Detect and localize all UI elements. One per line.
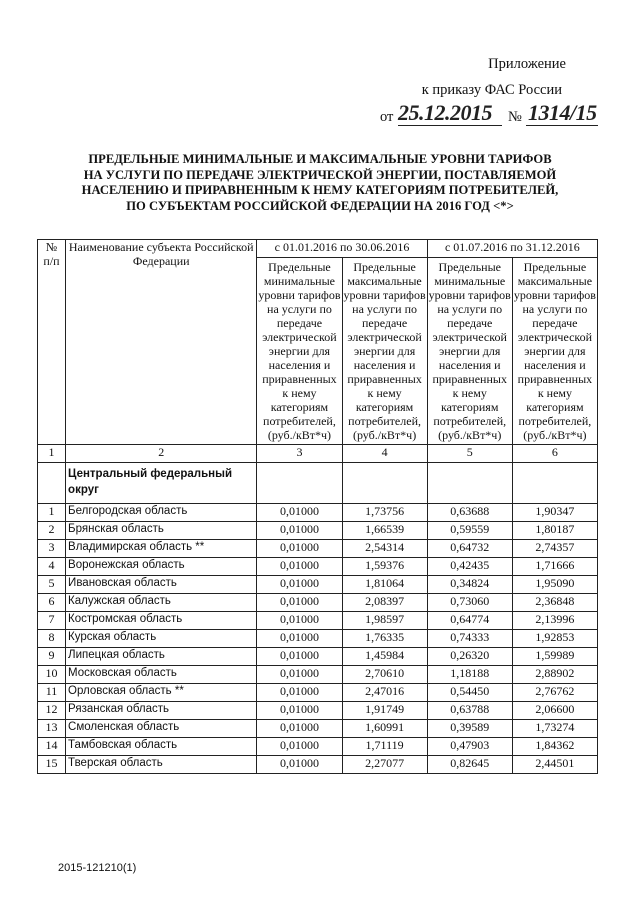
document-id: 2015-121210(1) [58, 862, 137, 874]
region-name: Смоленская область [66, 720, 257, 738]
table-row [38, 594, 598, 612]
document-title [40, 152, 600, 214]
header-max-2: Предельные максимальные уровни тарифов на услуги по передаче электрической энергии для населения и приравненных к нему категориям потребителей, (руб./кВт*ч) [512, 258, 597, 445]
order-date-line [380, 100, 600, 130]
max-tariff-h1: 1,98597 [342, 612, 427, 630]
region-name: Воронежская область [66, 558, 257, 576]
district-row [38, 463, 598, 504]
row-number: 14 [38, 738, 66, 756]
max-tariff-h1: 1,71119 [342, 738, 427, 756]
column-index: 5 [427, 445, 512, 463]
table-row [38, 576, 598, 594]
min-tariff-h1: 0,01000 [257, 522, 342, 540]
max-tariff-h1: 2,08397 [342, 594, 427, 612]
tariff-table [37, 239, 598, 774]
max-tariff-h2: 1,59989 [512, 648, 597, 666]
table-row [38, 630, 598, 648]
column-index: 4 [342, 445, 427, 463]
min-tariff-h2: 0,64774 [427, 612, 512, 630]
column-index: 6 [512, 445, 597, 463]
min-tariff-h1: 0,01000 [257, 594, 342, 612]
table-row [38, 702, 598, 720]
max-tariff-h1: 1,60991 [342, 720, 427, 738]
max-tariff-h2: 2,76762 [512, 684, 597, 702]
region-name: Калужская область [66, 594, 257, 612]
header-min-2: Предельные минимальные уровни тарифов на услуги по передаче электрической энергии для населения и приравненных к нему категориям потребителей, (руб./кВт*ч) [427, 258, 512, 445]
min-tariff-h2: 0,54450 [427, 684, 512, 702]
title-line: НАСЕЛЕНИЮ И ПРИРАВНЕННЫМ К НЕМУ КАТЕГОРИЯМ ПОТРЕБИТЕЛЕЙ, [81, 183, 559, 197]
min-tariff-h1: 0,01000 [257, 684, 342, 702]
table-row [38, 666, 598, 684]
max-tariff-h1: 1,66539 [342, 522, 427, 540]
column-index-row [38, 445, 598, 463]
max-tariff-h2: 2,06600 [512, 702, 597, 720]
max-tariff-h2: 2,44501 [512, 756, 597, 774]
min-tariff-h1: 0,01000 [257, 540, 342, 558]
table-row [38, 558, 598, 576]
appendix-label: Приложение [488, 56, 566, 72]
max-tariff-h1: 1,45984 [342, 648, 427, 666]
row-number: 8 [38, 630, 66, 648]
column-index: 2 [66, 445, 257, 463]
region-name: Костромская область [66, 612, 257, 630]
title-line: НА УСЛУГИ ПО ПЕРЕДАЧЕ ЭЛЕКТРИЧЕСКОЙ ЭНЕРГИИ, ПОСТАВЛЯЕМОЙ [83, 167, 557, 182]
header-region-name: Наименование субъекта Российской Федерации [66, 240, 257, 445]
region-name: Тамбовская область [66, 738, 257, 756]
max-tariff-h1: 1,59376 [342, 558, 427, 576]
min-tariff-h1: 0,01000 [257, 738, 342, 756]
min-tariff-h2: 0,64732 [427, 540, 512, 558]
min-tariff-h2: 0,74333 [427, 630, 512, 648]
row-number: 11 [38, 684, 66, 702]
region-name: Орловская область ** [66, 684, 257, 702]
region-name: Тверская область [66, 756, 257, 774]
max-tariff-h2: 2,88902 [512, 666, 597, 684]
max-tariff-h2: 1,90347 [512, 504, 597, 522]
date-underline [398, 125, 502, 126]
table-row [38, 684, 598, 702]
min-tariff-h1: 0,01000 [257, 756, 342, 774]
min-tariff-h1: 0,01000 [257, 720, 342, 738]
row-number: 2 [38, 522, 66, 540]
max-tariff-h2: 2,74357 [512, 540, 597, 558]
min-tariff-h2: 1,18188 [427, 666, 512, 684]
column-index: 1 [38, 445, 66, 463]
min-tariff-h2: 0,47903 [427, 738, 512, 756]
max-tariff-h2: 1,71666 [512, 558, 597, 576]
date-prefix: от [380, 109, 394, 125]
region-name: Владимирская область ** [66, 540, 257, 558]
region-name: Ивановская область [66, 576, 257, 594]
region-name: Рязанская область [66, 702, 257, 720]
max-tariff-h2: 1,73274 [512, 720, 597, 738]
row-number: 3 [38, 540, 66, 558]
max-tariff-h1: 2,47016 [342, 684, 427, 702]
min-tariff-h1: 0,01000 [257, 558, 342, 576]
table-row [38, 504, 598, 522]
min-tariff-h1: 0,01000 [257, 612, 342, 630]
order-reference: к приказу ФАС России [421, 82, 562, 98]
region-name: Брянская область [66, 522, 257, 540]
max-tariff-h1: 2,27077 [342, 756, 427, 774]
min-tariff-h2: 0,82645 [427, 756, 512, 774]
min-tariff-h2: 0,39589 [427, 720, 512, 738]
region-name: Московская область [66, 666, 257, 684]
table-row [38, 738, 598, 756]
max-tariff-h2: 1,84362 [512, 738, 597, 756]
row-number: 1 [38, 504, 66, 522]
table-row [38, 648, 598, 666]
district-name: Центральный федеральный округ [66, 463, 257, 504]
max-tariff-h2: 1,92853 [512, 630, 597, 648]
min-tariff-h2: 0,34824 [427, 576, 512, 594]
region-name: Белгородская область [66, 504, 257, 522]
max-tariff-h2: 1,80187 [512, 522, 597, 540]
table-row [38, 540, 598, 558]
max-tariff-h1: 1,76335 [342, 630, 427, 648]
number-prefix: № [508, 109, 522, 125]
max-tariff-h1: 1,81064 [342, 576, 427, 594]
min-tariff-h1: 0,01000 [257, 576, 342, 594]
region-rows [38, 504, 598, 774]
min-tariff-h2: 0,59559 [427, 522, 512, 540]
table-row [38, 756, 598, 774]
row-number: 9 [38, 648, 66, 666]
min-tariff-h2: 0,26320 [427, 648, 512, 666]
max-tariff-h2: 2,13996 [512, 612, 597, 630]
min-tariff-h1: 0,01000 [257, 630, 342, 648]
number-underline [526, 125, 598, 126]
table-row [38, 522, 598, 540]
table-row [38, 612, 598, 630]
min-tariff-h2: 0,42435 [427, 558, 512, 576]
handwritten-date: 25.12.2015 [398, 100, 492, 125]
header-min-1: Предельные минимальные уровни тарифов на услуги по передаче электрической энергии для населения и приравненных к нему категориям потребителей, (руб./кВт*ч) [257, 258, 342, 445]
column-index: 3 [257, 445, 342, 463]
header-max-1: Предельные максимальные уровни тарифов на услуги по передаче электрической энергии для населения и приравненных к нему категориям потребителей, (руб./кВт*ч) [342, 258, 427, 445]
row-number: 12 [38, 702, 66, 720]
min-tariff-h1: 0,01000 [257, 648, 342, 666]
region-name: Курская область [66, 630, 257, 648]
row-number: 6 [38, 594, 66, 612]
max-tariff-h1: 2,54314 [342, 540, 427, 558]
min-tariff-h1: 0,01000 [257, 702, 342, 720]
min-tariff-h2: 0,63788 [427, 702, 512, 720]
max-tariff-h2: 1,95090 [512, 576, 597, 594]
table-row [38, 720, 598, 738]
row-number: 7 [38, 612, 66, 630]
max-tariff-h2: 2,36848 [512, 594, 597, 612]
title-line: ПРЕДЕЛЬНЫЕ МИНИМАЛЬНЫЕ И МАКСИМАЛЬНЫЕ УРОВНИ ТАРИФОВ [88, 152, 552, 166]
row-number: 13 [38, 720, 66, 738]
max-tariff-h1: 2,70610 [342, 666, 427, 684]
max-tariff-h1: 1,73756 [342, 504, 427, 522]
handwritten-number: 1314/15 [528, 100, 597, 125]
min-tariff-h1: 0,01000 [257, 504, 342, 522]
header-num: № п/п [38, 240, 66, 445]
header-period-1: с 01.01.2016 по 30.06.2016 [257, 240, 427, 258]
min-tariff-h2: 0,73060 [427, 594, 512, 612]
row-number: 10 [38, 666, 66, 684]
min-tariff-h2: 0,63688 [427, 504, 512, 522]
row-number: 4 [38, 558, 66, 576]
region-name: Липецкая область [66, 648, 257, 666]
header-period-2: с 01.07.2016 по 31.12.2016 [427, 240, 597, 258]
row-number: 15 [38, 756, 66, 774]
row-number: 5 [38, 576, 66, 594]
min-tariff-h1: 0,01000 [257, 666, 342, 684]
max-tariff-h1: 1,91749 [342, 702, 427, 720]
title-line: ПО СУБЪЕКТАМ РОССИЙСКОЙ ФЕДЕРАЦИИ НА 2016 ГОД <*> [126, 198, 514, 213]
